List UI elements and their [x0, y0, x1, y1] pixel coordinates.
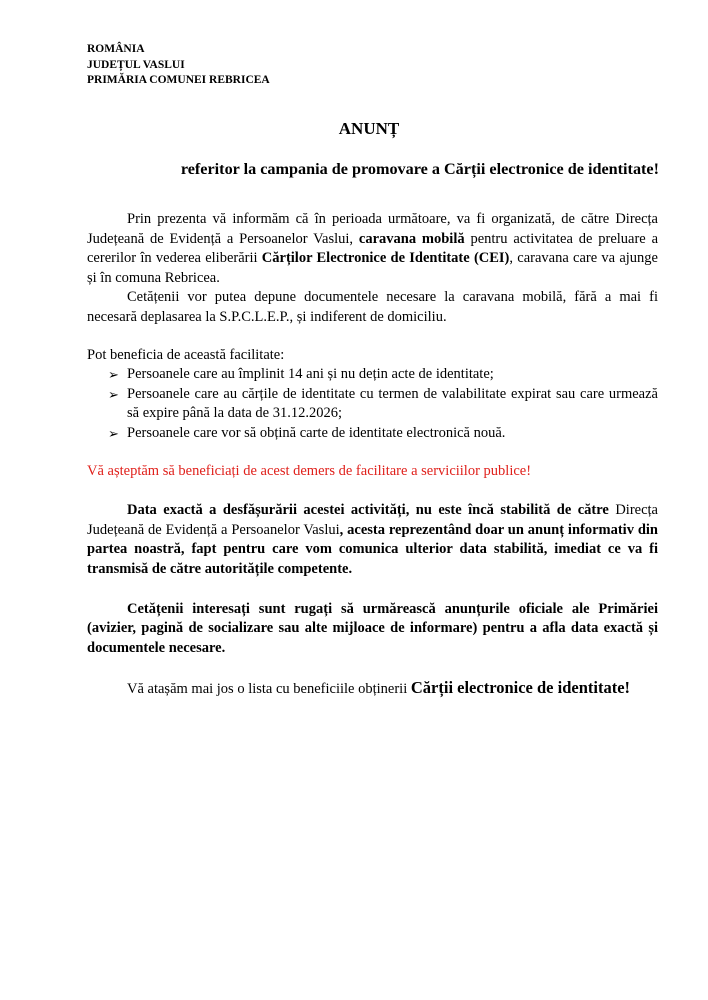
- benefits-bold: Cărții electronice de identitate!: [410, 678, 631, 698]
- intro-text-2: pentru activitatea de preluare a cererilor în vederea eliberării: [87, 230, 658, 267]
- list-item-text: Persoanele care au împlinit 14 ani și nu dețin acte de identitate;: [127, 366, 494, 383]
- header-county: JUDEȚUL VASLUI: [87, 58, 185, 71]
- list-item: [87, 385, 658, 424]
- date-notice-bold-2: , acesta reprezentând doar un anunț informativ din partea noastră, fapt pentru care vom comunica ulterior data stabilită, imediat ce va fi transmisă de către autoritățile competente.: [87, 521, 658, 577]
- invitation-line: Vă așteptăm să beneficiați de acest demers de facilitare a serviciilor publice!: [87, 462, 532, 479]
- intro-paragraph: [87, 210, 658, 288]
- list-item: [87, 424, 658, 444]
- announcement-title: ANUNȚ: [338, 119, 400, 138]
- announcement-body: [87, 210, 658, 700]
- list-item-text: Persoanele care au cărțile de identitate cu termen de valabilitate expirat sau care urmează să expire până la data de 31.12.2026;: [127, 385, 658, 422]
- date-notice-paragraph: [87, 501, 658, 579]
- arrowhead-bullet-icon: ➢: [108, 425, 119, 441]
- list-item: [87, 365, 658, 385]
- issuer-header: [87, 42, 270, 89]
- arrowhead-bullet-icon: ➢: [108, 367, 119, 383]
- header-town-hall: PRIMĂRIA COMUNEI REBRICEA: [87, 74, 270, 86]
- follow-updates-paragraph: Cetățenii interesați sunt rugați să urmărească anunțurile oficiale ale Primăriei (avizier, pagină de socializare sau alte mijloace de informare) pentru a afla data exactă și documentele necesare.: [87, 600, 658, 656]
- intro-text-3: , caravana care va ajunge și în comuna Rebricea.: [87, 250, 658, 286]
- benefits-text: Vă atașăm mai jos o lista cu beneficiile obținerii: [127, 681, 411, 698]
- arrowhead-bullet-icon: ➢: [108, 386, 119, 402]
- list-item-text: Persoanele care vor să obțină carte de identitate electronică nouă.: [127, 424, 506, 441]
- header-country: ROMÂNIA: [87, 43, 145, 55]
- intro-bold-cei: Cărților Electronice de Identitate (CEI): [261, 250, 510, 267]
- date-notice-bold-1: Data exactă a desfășurării acestei activități, nu este încă stabilită de către: [127, 502, 609, 519]
- announcement-subtitle: referitor la campania de promovare a Cărții electronice de identitate!: [180, 160, 659, 178]
- intro-text-1: Prin prezenta vă informăm că în perioada următoare, va fi organizată, de către Direcța Județeană de Evidență a Persoanelor Vaslui,: [87, 211, 658, 247]
- intro-bold-caravan: caravana mobilă: [358, 230, 465, 247]
- list-intro: Pot beneficia de această facilitate:: [87, 346, 285, 363]
- eligibility-list: [87, 365, 658, 443]
- date-notice-text: Direcța Județeană de Evidență a Persoanelor Vaslui: [87, 502, 658, 538]
- citizens-paragraph: Cetățenii vor putea depune documentele necesare la caravana mobilă, fără a mai fi necesară deplasarea la S.P.C.L.E.P., și indiferent de domiciliu.: [87, 289, 658, 325]
- benefits-paragraph: [87, 678, 658, 700]
